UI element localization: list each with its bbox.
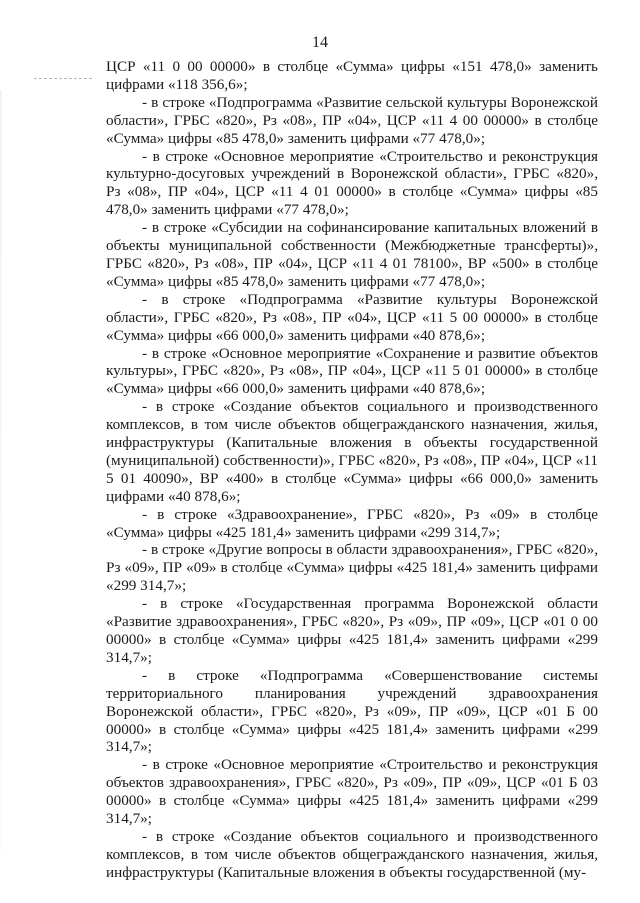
- scan-edge-shadow: [0, 90, 2, 850]
- document-body: [106, 58, 598, 882]
- paragraph: - в строке «Подпрограмма «Развитие сельской культуры Воронежской области», ГРБС «820», Рз «08», ПР «04», ЦСР «11 4 00 00000» в столбце «Сумма» цифры «85 478,0» заменить цифрами «77 478,0»;: [106, 93, 598, 147]
- paragraph: - в строке «Государственная программа Воронежской области «Развитие здравоохранения», ГРБС «820», Рз «09», ПР «09», ЦСР «01 0 00 00000» в столбце «Сумма» цифры «425 181,4» заменить цифрами «299 314,7»;: [106, 595, 598, 666]
- paragraph: - в строке «Подпрограмма «Совершенствование системы территориального планирования учреждений здравоохранения Воронежской области», ГРБС «820», Рз «09», ПР «09», ЦСР «01 Б 00 00000» в столбце «Сумма» цифры «425 181,4» заменить цифрами «299 314,7»;: [106, 666, 598, 756]
- paragraph: - в строке «Основное мероприятие «Сохранение и развитие объектов культуры», ГРБС «820», Рз «08», ПР «04», ЦСР «11 5 01 00000» в столбце «Сумма» цифры «66 000,0» заменить цифрами «40 878,6»;: [106, 344, 598, 398]
- paragraph: - в строке «Субсидии на софинансирование капитальных вложений в объекты муниципальной собственности (Межбюджетные трансферты)», ГРБС «820», Рз «08», ПР «04», ЦСР «11 4 01 78100», ВР «500» в столбце «Сумма» цифры «85 478,0» заменить цифрами «77 478,0»;: [106, 219, 598, 290]
- paragraph-continuation: ЦСР «11 0 00 00000» в столбце «Сумма» цифры «151 478,0» заменить цифрами «118 356,6»;: [106, 58, 598, 93]
- paragraph: - в строке «Создание объектов социального и производственного комплексов, в том числе объектов общегражданского назначения, жилья, инфраструктуры (Капитальные вложения в объекты государственной (муниципальной) собственности)», ГРБС «820», Рз «08», ПР «04», ЦСР «11 5 01 40090», ВР «400» в столбце «Сумма» цифры «66 000,0» заменить цифрами «40 878,6»;: [106, 398, 598, 505]
- paragraph: - в строке «Создание объектов социального и производственного комплексов, в том числе объектов общегражданского назначения, жилья, инфраструктуры (Капитальные вложения в объекты государственной (му-: [106, 827, 598, 881]
- scan-artifact-line: [34, 78, 92, 79]
- paragraph: - в строке «Другие вопросы в области здравоохранения», ГРБС «820», Рз «09», ПР «09» в столбце «Сумма» цифры «425 181,4» заменить цифрами «299 314,7»;: [106, 541, 598, 595]
- paragraph: - в строке «Подпрограмма «Развитие культуры Воронежской области», ГРБС «820», Рз «08», ПР «04», ЦСР «11 5 00 00000» в столбце «Сумма» цифры «66 000,0» заменить цифрами «40 878,6»;: [106, 290, 598, 344]
- paragraph: - в строке «Основное мероприятие «Строительство и реконструкция объектов здравоохранения», ГРБС «820», Рз «09», ПР «09», ЦСР «01 Б 03 00000» в столбце «Сумма» цифры «425 181,4» заменить цифрами «299 314,7»;: [106, 756, 598, 828]
- page-number: 14: [312, 34, 328, 51]
- paragraph: - в строке «Основное мероприятие «Строительство и реконструкция культурно-досуговых учреждений в Воронежской области», ГРБС «820», Рз «08», ПР «04», ЦСР «11 4 01 00000» в столбце «Сумма» цифры «85 478,0» заменить цифрами «77 478,0»;: [106, 147, 598, 219]
- paragraph: - в строке «Здравоохранение», ГРБС «820», Рз «09» в столбце «Сумма» цифры «425 181,4» заменить цифрами «299 314,7»;: [106, 505, 598, 541]
